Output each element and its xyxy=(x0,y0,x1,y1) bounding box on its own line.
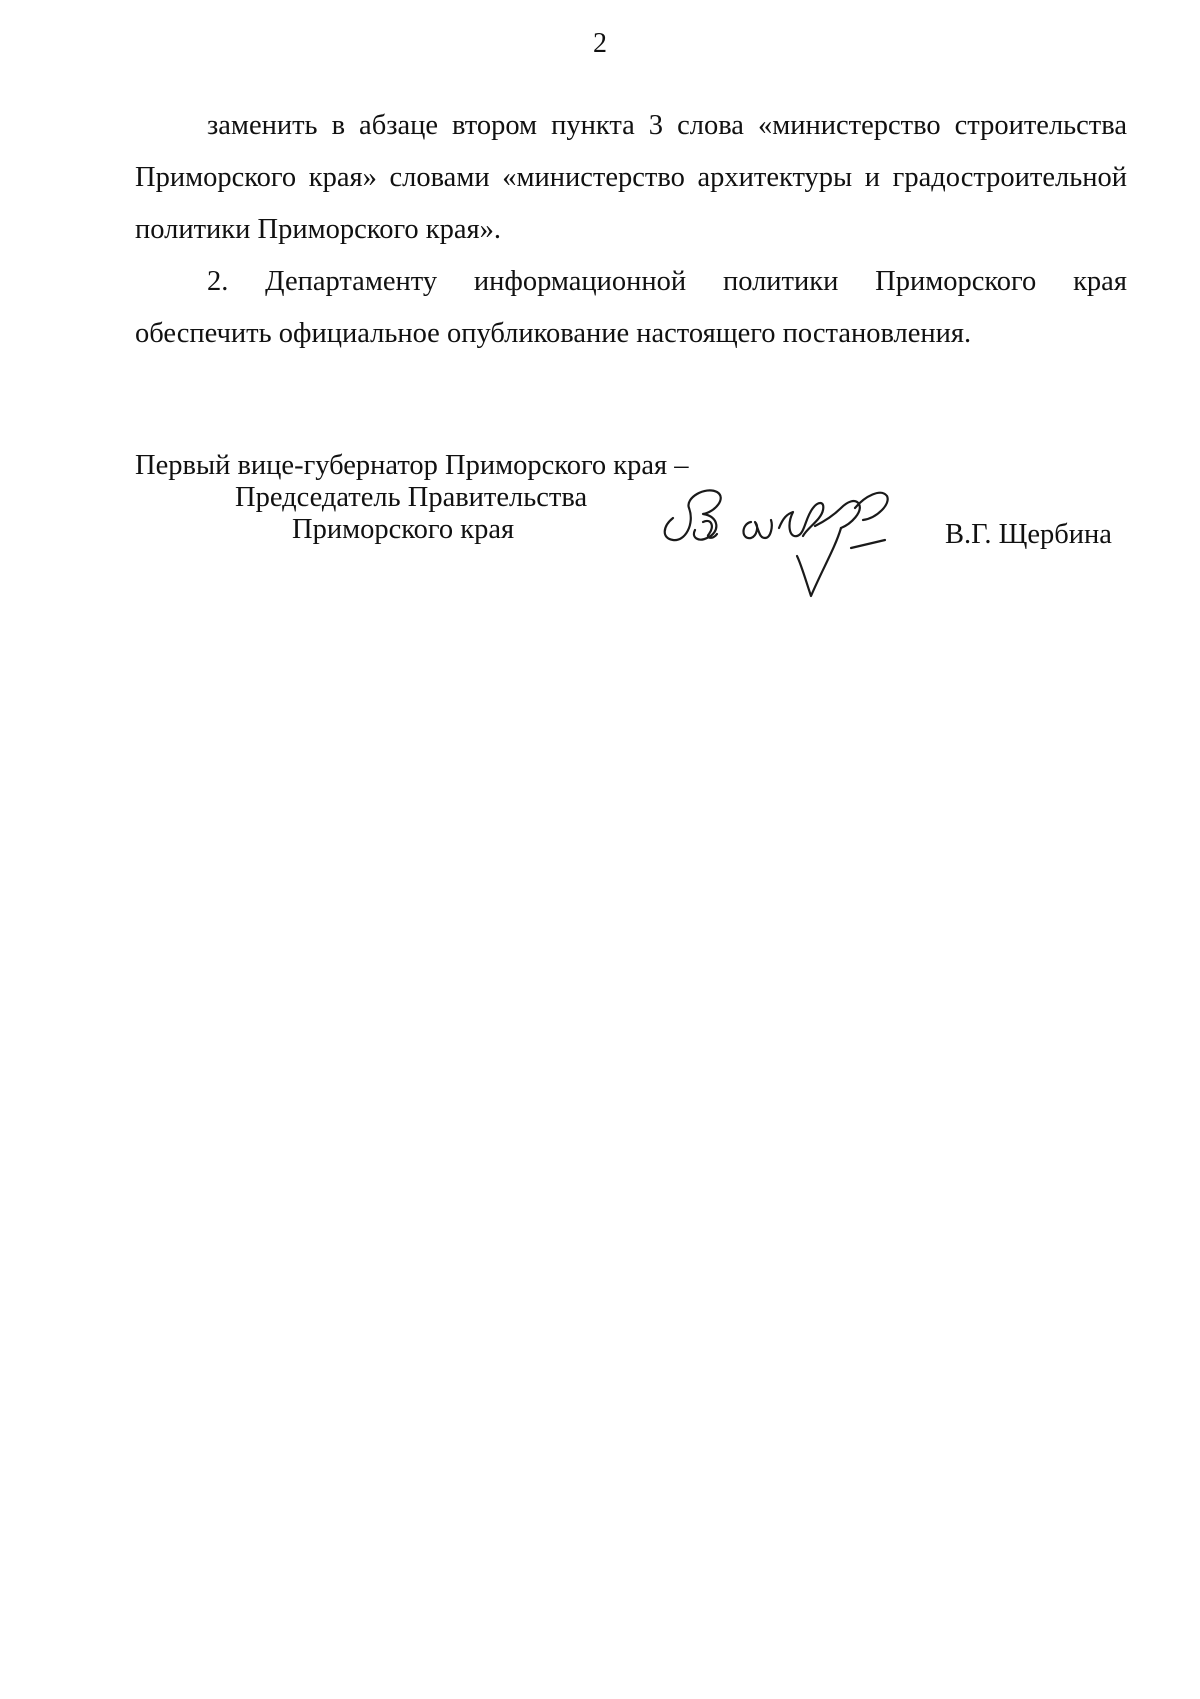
page-number: 2 xyxy=(593,28,607,59)
handwritten-signature xyxy=(655,478,935,608)
item-2-word-4: Приморского xyxy=(875,266,1037,297)
item-2-word-2: информационной xyxy=(473,266,687,297)
signatory-title-line-3: Приморского края xyxy=(292,514,515,545)
paragraph-replacement: заменить в абзаце втором пункта 3 слова «министерство строительства Приморского края» словами «министерство архитектуры и градостроительной политики Приморского края». xyxy=(135,110,1127,245)
item-2-word-3: политики xyxy=(722,266,839,297)
paragraph-item-2-first-line xyxy=(207,256,1127,308)
paragraph-item-2-rest: обеспечить официальное опубликование настоящего постановления. xyxy=(135,318,972,349)
signatory-title-line-1: Первый вице-губернатор Приморского края – xyxy=(135,450,689,481)
document-body xyxy=(135,100,1127,360)
signatory-name: В.Г. Щербина xyxy=(945,519,1112,550)
item-2-number: 2. xyxy=(207,266,229,297)
item-2-word-1: Департаменту xyxy=(265,266,438,297)
item-2-word-5: края xyxy=(1073,266,1127,297)
signatory-title-line-2: Председатель Правительства xyxy=(235,482,588,513)
